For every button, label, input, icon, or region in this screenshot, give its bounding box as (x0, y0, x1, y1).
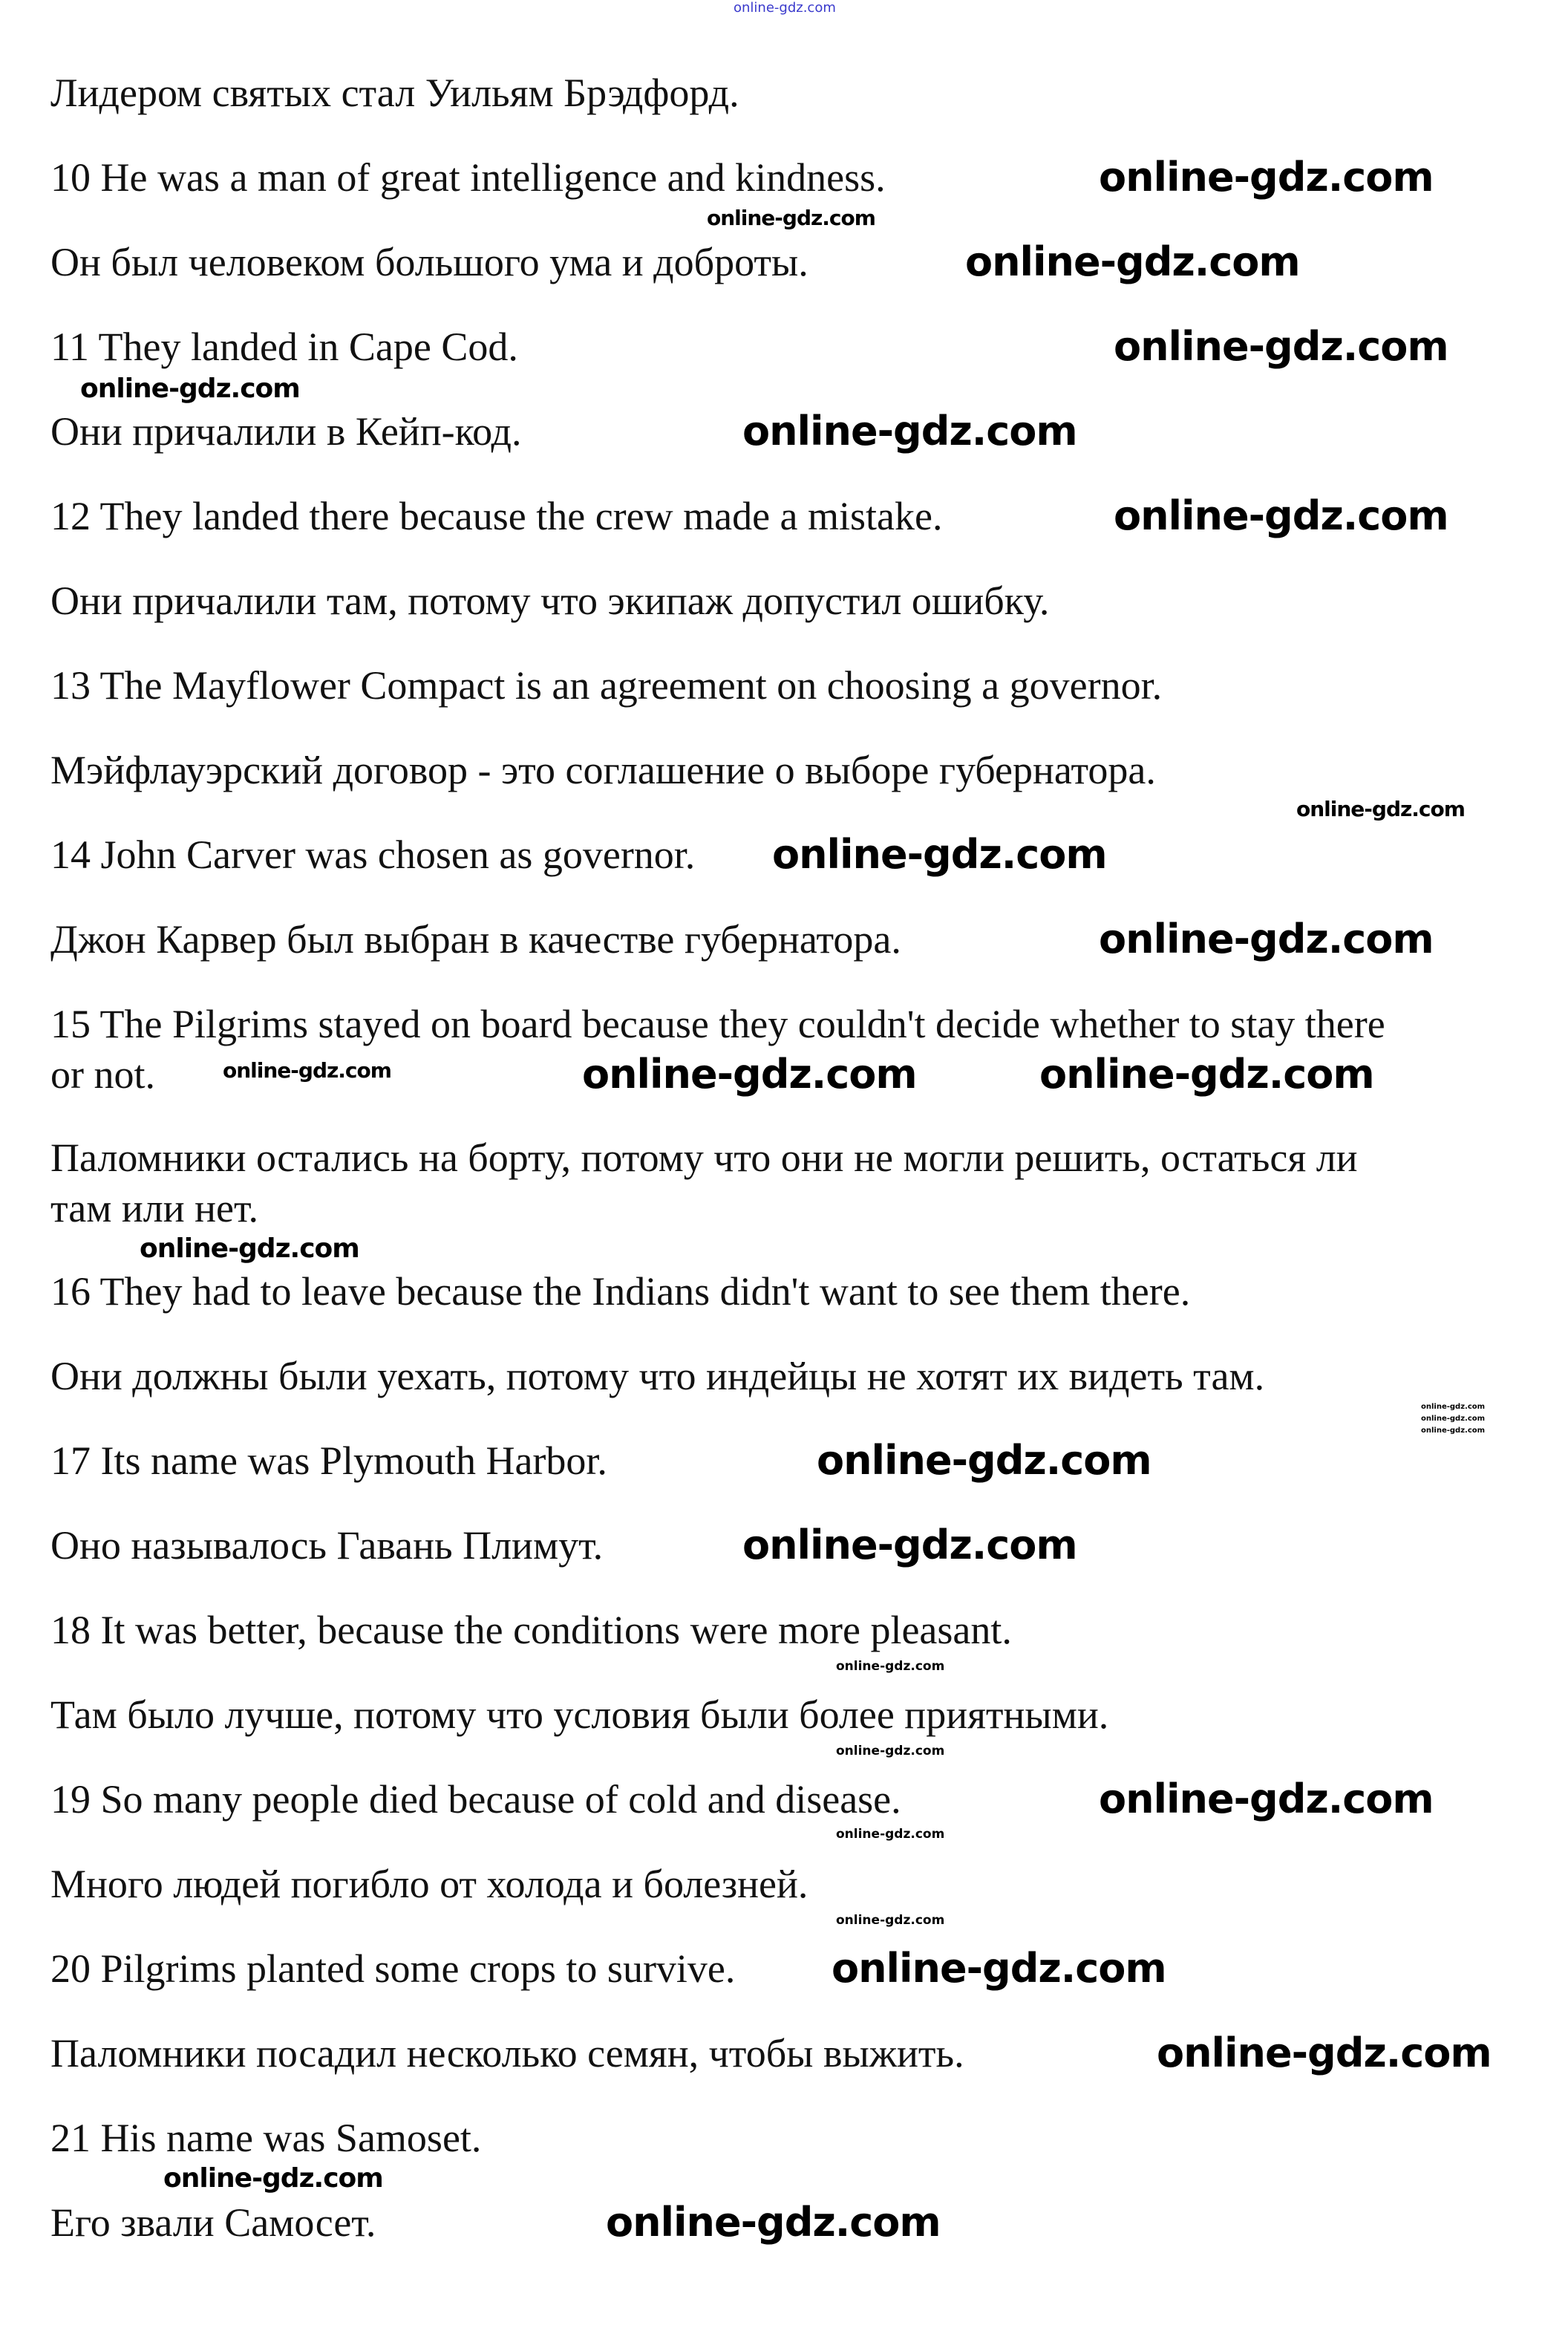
text-line: or not. (50, 1052, 155, 1097)
watermark: online-gdz.com (223, 1058, 391, 1083)
watermark: online-gdz.com (707, 206, 875, 230)
text-line: Оно называлось Гавань Плимут. (50, 1523, 604, 1568)
watermark: online-gdz.com (1421, 1403, 1486, 1411)
watermark: online-gdz.com (582, 1051, 917, 1098)
watermark: online-gdz.com (80, 374, 300, 404)
watermark: online-gdz.com (1157, 2030, 1492, 2076)
text-line: Джон Карвер был выбран в качестве губернатора. (50, 917, 901, 962)
watermark: online-gdz.com (1296, 797, 1465, 821)
watermark: online-gdz.com (1114, 492, 1448, 539)
text-line: 19 So many people died because of cold and disease. (50, 1777, 901, 1822)
text-line: Мэйфлауэрский договор - это соглашение о выборе губернатора. (50, 748, 1156, 792)
watermark: online-gdz.com (836, 1744, 945, 1758)
watermark: online-gdz.com (1099, 1776, 1434, 1822)
watermark: online-gdz.com (832, 1945, 1166, 1992)
text-line: Паломники остались на борту, потому что они не могли решить, остаться ли (50, 1135, 1358, 1180)
text-line: 15 The Pilgrims stayed on board because they couldn't decide whether to stay there (50, 1002, 1385, 1046)
text-line: Лидером святых стал Уильям Брэдфорд. (50, 71, 739, 115)
watermark: online-gdz.com (1114, 323, 1448, 370)
watermark: online-gdz.com (1421, 1415, 1486, 1423)
text-line: 14 John Carver was chosen as governor. (50, 832, 696, 877)
text-line: Паломники посадил несколько семян, чтобы выжить. (50, 2031, 964, 2076)
text-line: 21 His name was Samoset. (50, 2116, 482, 2160)
watermark: online-gdz.com (1421, 1427, 1486, 1435)
text-line: 16 They had to leave because the Indians didn't want to see them there. (50, 1269, 1191, 1314)
text-line: Они причалили там, потому что экипаж допустил ошибку. (50, 578, 1050, 623)
text-line: Они причалили в Кейп-код. (50, 409, 522, 454)
text-line: 18 It was better, because the conditions were more pleasant. (50, 1608, 1012, 1652)
watermark: online-gdz.com (163, 2163, 383, 2194)
watermark: online-gdz.com (1039, 1051, 1374, 1098)
watermark: online-gdz.com (817, 1437, 1152, 1484)
text-line: 17 Its name was Plymouth Harbor. (50, 1438, 607, 1483)
watermark: online-gdz.com (734, 0, 836, 16)
text-line: 10 He was a man of great intelligence and kindness. (50, 155, 886, 200)
text-line: 20 Pilgrims planted some crops to survive. (50, 1946, 736, 1991)
text-line: 13 The Mayflower Compact is an agreement on choosing a governor. (50, 663, 1163, 708)
watermark: online-gdz.com (1099, 154, 1434, 201)
watermark: online-gdz.com (606, 2199, 941, 2246)
watermark: online-gdz.com (836, 1659, 945, 1674)
watermark: online-gdz.com (836, 1913, 945, 1928)
watermark: online-gdz.com (772, 831, 1107, 878)
text-line: Много людей погибло от холода и болезней. (50, 1862, 808, 1906)
text-line: 12 They landed there because the crew made a mistake. (50, 494, 943, 538)
watermark: online-gdz.com (1099, 916, 1434, 962)
text-line: Его звали Самосет. (50, 2200, 376, 2245)
text-line: Там было лучше, потому что условия были более приятными. (50, 1692, 1109, 1737)
text-line: там или нет. (50, 1186, 259, 1230)
text-line: Он был человеком большого ума и доброты. (50, 240, 808, 284)
watermark: online-gdz.com (742, 1522, 1077, 1568)
text-line: 11 They landed in Cape Cod. (50, 325, 518, 369)
watermark: online-gdz.com (836, 1827, 945, 1842)
watermark: online-gdz.com (140, 1233, 359, 1264)
watermark: online-gdz.com (742, 408, 1077, 454)
watermark: online-gdz.com (965, 238, 1300, 285)
text-line: Они должны были уехать, потому что индейцы не хотят их видеть там. (50, 1354, 1265, 1398)
